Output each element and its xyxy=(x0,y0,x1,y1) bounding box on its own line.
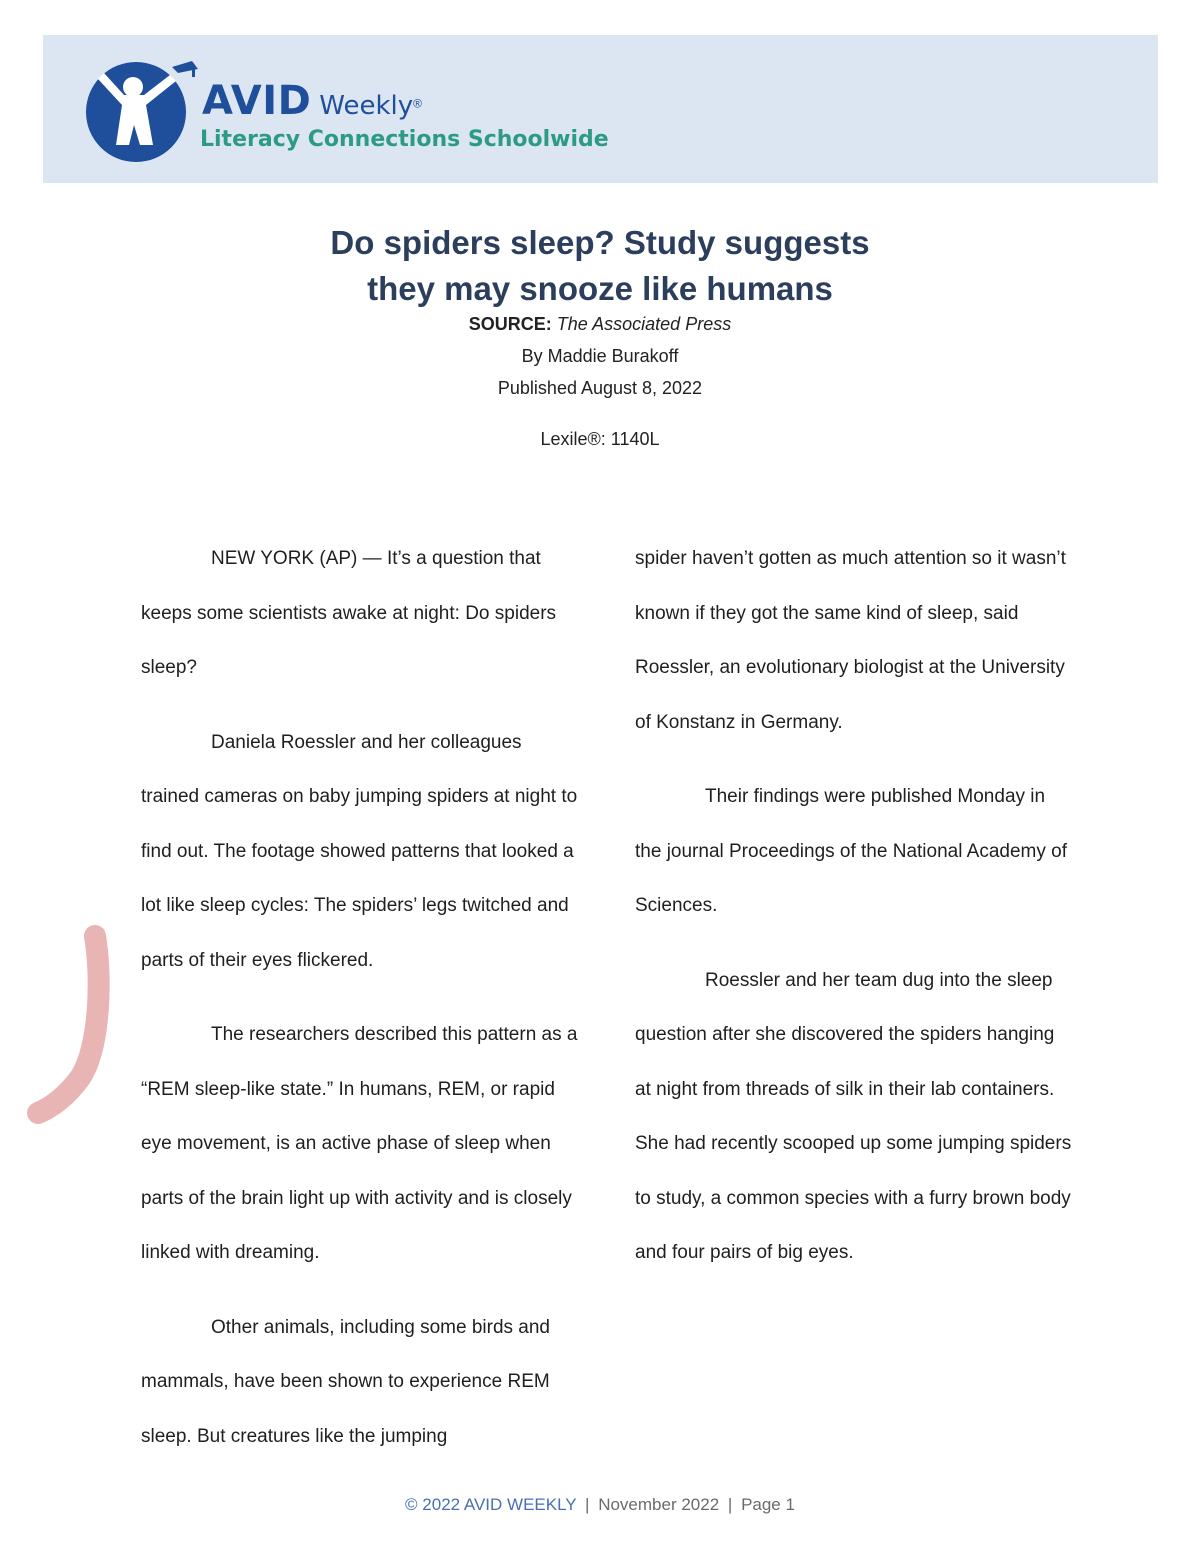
footer-copyright: © 2022 AVID WEEKLY xyxy=(405,1495,577,1514)
brand-wordmark xyxy=(202,78,422,124)
published-date: Published August 8, 2022 xyxy=(497,378,703,398)
title-line-1: Do spiders sleep? Study suggests xyxy=(330,224,870,261)
avid-person-icon xyxy=(84,57,204,165)
byline: By Maddie Burakoff xyxy=(521,346,679,366)
page-footer xyxy=(0,1495,1200,1515)
paragraph: Roessler and her team dug into the sleep question after she discovered the spiders hanging at night from threads of silk in their lab containers. She had recently scooped up some jumping spiders to study, a common species with a furry brown body and four pairs of big eyes. xyxy=(635,969,1072,1263)
article-column-right xyxy=(635,532,1075,1301)
brand-name: AVID xyxy=(202,78,312,124)
article-title xyxy=(0,220,1200,312)
paragraph: Their findings were published Monday in the journal Proceedings of the National Academy of Sciences. xyxy=(635,786,1067,916)
brand-tagline: Literacy Connections Schoolwide xyxy=(200,127,609,152)
paragraph: The researchers described this pattern as a “REM sleep-like state.” In humans, REM, or rapid eye movement, is an active phase of sleep when parts of the brain light up with activity and is closely linked with dreaming. xyxy=(141,1024,578,1263)
title-line-2: they may snooze like humans xyxy=(367,270,833,307)
footer-page-number: Page 1 xyxy=(741,1495,795,1514)
paragraph: Other animals, including some birds and mammals, have been shown to experience REM sleep. But creatures like the jumping xyxy=(141,1316,551,1447)
paragraph: spider haven’t gotten as much attention so it wasn’t known if they got the same kind of sleep, said Roessler, an evolutionary biologist at the University of Konstanz in Germany. xyxy=(635,548,1066,733)
paragraph: Daniela Roessler and her colleagues trained cameras on baby jumping spiders at night to find out. The footage showed patterns that looked a lot like sleep cycles: The spiders’ legs twitched and parts of their eyes flickered. xyxy=(141,731,578,971)
article-source xyxy=(0,314,1200,335)
paragraph: NEW YORK (AP) — It’s a question that keeps some scientists awake at night: Do spiders sleep? xyxy=(141,548,557,678)
registered-mark: ® xyxy=(413,96,422,111)
footer-issue: November 2022 xyxy=(598,1495,720,1514)
margin-annotation-mark xyxy=(20,918,120,1133)
footer-separator: | xyxy=(727,1495,733,1514)
source-name: The Associated Press xyxy=(556,314,732,334)
article-column-left xyxy=(141,532,581,1484)
lexile-level: Lexile®: 1140L xyxy=(540,429,660,449)
source-label: SOURCE: xyxy=(468,314,552,334)
footer-separator: | xyxy=(585,1495,590,1514)
brand-product: Weekly xyxy=(319,91,414,121)
